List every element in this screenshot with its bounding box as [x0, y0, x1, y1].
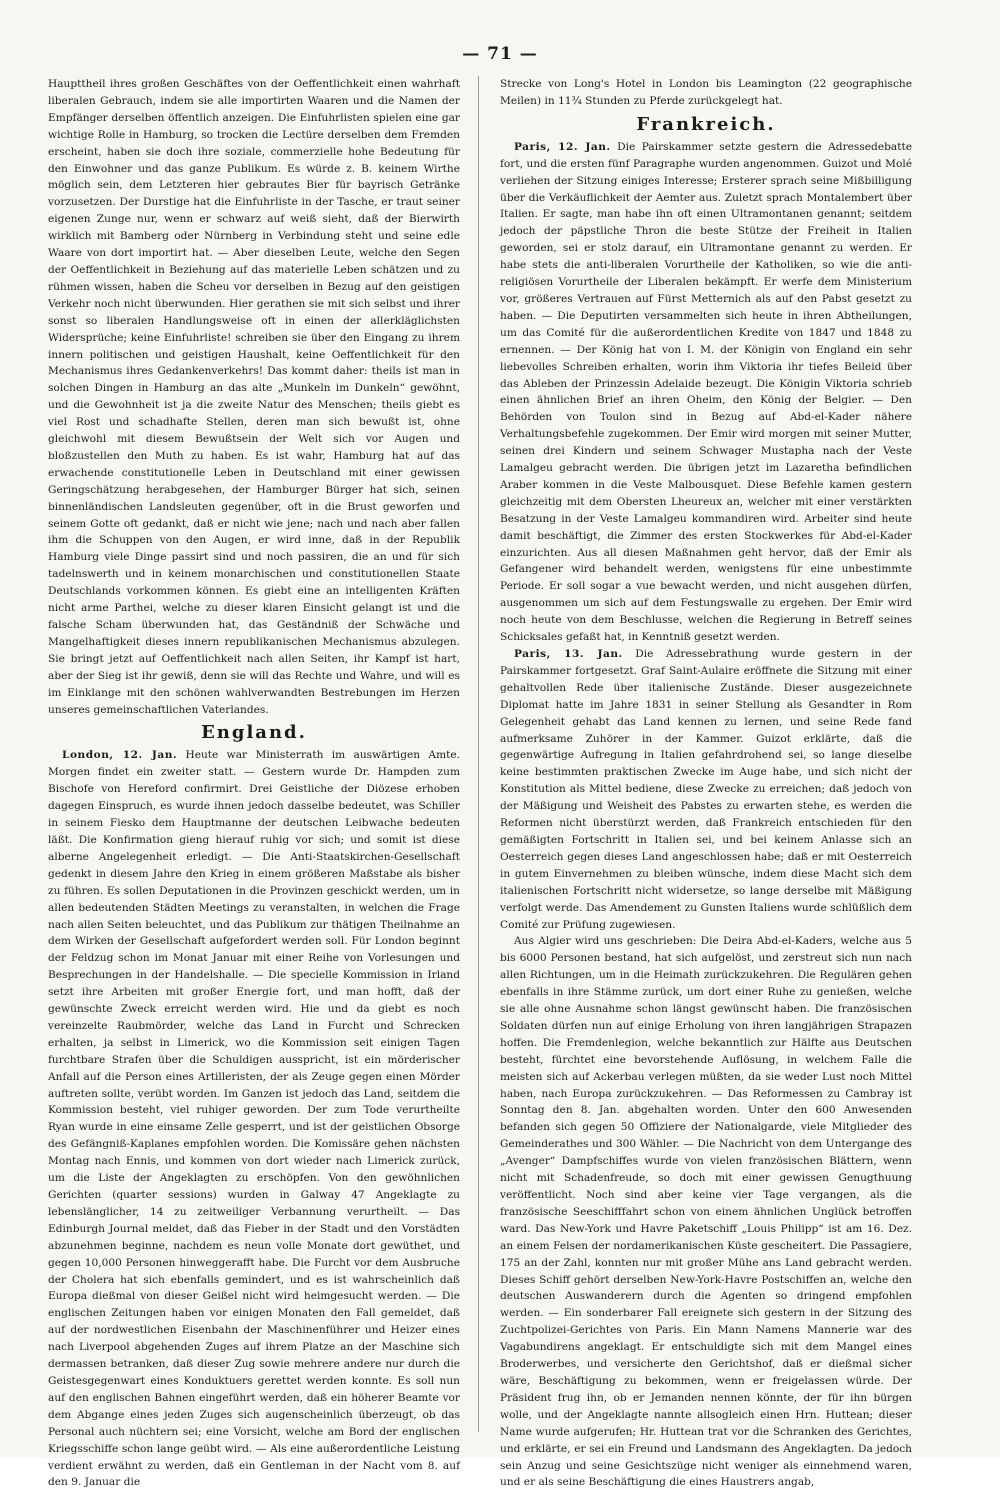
page-number: — 71 —	[462, 44, 538, 64]
right-column	[500, 76, 912, 1489]
dateline-paris-12: Paris, 12. Jan.	[514, 140, 611, 153]
algier-article-paragraph: Aus Algier wird uns geschrieben: Die Deira Abd-el-Kaders, welche aus 5 bis 6000 Personen bestand, hat sich aufgelöst, und zerstreut sich nun nach allen Richtungen, um in die Heimath zurückzukehren. Die Regulären gehen ebenfalls in ihre Stämme zurück, um dort einer Ruhe zu genießen, welche sie alle ohne Ausnahme schon längst gewünscht haben. Die französischen Soldaten dürfen nun auf einige Erholung von ihren langjährigen Strapazen hoffen. Die Fremdenlegion, welche bekanntlich zur Hälfte aus Deutschen besteht, fürchtet eine bevorstehende Auflösung, in welchem Falle die meisten sich auf Ackerbau verlegen müßten, da sie weder Lust noch Mittel haben, nach Europa zurückzukehren. — Das Reformessen zu Cambray ist Sonntag den 8. Jan. abgehalten worden. Unter den 600 Anwesenden befanden sich gegen 50 Offiziere der Nationalgarde, viele Mitglieder des Gemeinderathes und 300 Wähler. — Die Nachricht von dem Untergange des „Avenger“ Dampfschiffes wurde von vielen französischen Blättern, wenn nicht mit Schadenfreude, so doch mit einer gewissen Genugthuung veröffentlicht. Noch sind aber keine vier Tage vergangen, als die französische Seeschifffahrt schon von einem ähnlichen Unglück betroffen ward. Das New-York und Havre Paketschiff „Louis Philipp“ ist am 16. Dez. an einem Felsen der nordamerikanischen Küste gescheitert. Die Passagiere, 175 an der Zahl, konnten nur mit großer Mühe ans Land gebracht werden. Dieses Schiff gehört derselben New-York-Havre Postschiffen an, welche den deutschen Auswanderern durch die Agenten so dringend empfohlen werden. — Ein sonderbarer Fall ereignete sich gestern in der Sitzung des Zuchtpolizei-Gerichtes von Paris. Ein Mann Namens Mannerie war des Vagabundirens angeklagt. Er entschuldigte sich mit dem Mangel eines Broderwerbes, und versicherte den Gerichtshof, daß er dießmal sicher wäre, Beschäftigung zu bekommen, wenn er freigelassen würde. Der Präsident frug ihn, ob er Jemanden nennen könnte, der für ihn bürgen wolle, und der Angeklagte nannte allsogleich einen Hrn. Huttean; dieser Name wurde aufgerufen; Hr. Huttean trat vor die Schranken des Gerichtes, und erklärte, er sei ein Freund und Landsmann des Angeklagten. Da jedoch sein Anzug und seine Gesichtszüge nicht weniger als einnehmend waren, und er als seine Beschäftigung die eines Haustrers angab,	[500, 935, 912, 1489]
section-heading-england: England.	[201, 722, 307, 744]
paris-13-article-text: Die Adressebrathung wurde gestern in der Pairskammer fortgesetzt. Graf Saint-Aulaire eröffnete die Sitzung mit einer gehaltvollen Rede über italienische Zustände. Dieser ausgezeichnete Diplomat hatte im Jahre 1831 in seiner Stellung als Gesandter in Rom Gelegenheit gehabt das Land kennen zu lernen, und seine Rede fand aufmerksame Zuhörer in der Kammer. Guizot erklärte, daß die gegenwärtige Aufregung in Italien gefahrdrohend sei, so lange dieselbe keine bestimmten praktischen Zwecke im Auge habe, und sich nicht der Konstitution als Mittel bediene, diese Zwecke zu erreichen; daß jedoch von der Mäßigung und Weisheit des Pabstes zu erwarten stehe, es werden die Reformen nicht überstürzt werden, daß Frankreich entschieden für den gemäßigten Fortschritt in Italien sei, und bei keinem Anlasse sich an Oesterreich gegen dieses Land angeschlossen habe; daß er mit Oesterreich in gutem Einvernehmen zu bleiben wünsche, indem diese Macht sich dem italienischen Fortschritt nicht widersetze, so lange derselbe mit Mäßigung verfolgt werde. Das Amendement zu Gunsten Italiens wurde schlüßlich dem Comité zur Prüfung zugewiesen.	[500, 648, 912, 931]
england-continuation-paragraph: Strecke von Long's Hotel in London bis Leamington (22 geographische Meilen) in 11¾ Stunden zu Pferde zurückgelegt hat.	[500, 78, 912, 107]
london-article-text: Heute war Ministerrath im auswärtigen Amte. Morgen findet ein zweiter statt. — Gestern wurde Dr. Hampden zum Bischofe von Hereford confirmirt. Drei Geistliche der Diözese erhoben dagegen Einspruch, es wurde ihnen jedoch dasselbe bedeutet, was Schiller in seinem Fiesko dem Hauptmanne der deutschen Leibwache bedeuten läßt. Die Konfirmation gieng hierauf ruhig vor sich; und somit ist diese alberne Angelegenheit erledigt. — Die Anti-Staatskirchen-Gesellschaft gedenkt in diesem Jahre den Krieg in einem größeren Maßstabe als bisher zu führen. Es sollen Deputationen in die Provinzen geschickt werden, um in allen bedeutenden Städten Meetings zu veranstalten, in welchen die Frage nach allen Seiten beleuchtet, und das Publikum zur thätigen Theilnahme an dem Wirken der Gesellschaft aufgefordert werden soll. Für London beginnt der Feldzug schon im Monat Januar mit einer Reihe von Vorlesungen und Besprechungen in der Handelshalle. — Die specielle Kommission in Irland setzt ihre Arbeiten mit großer Energie fort, und man hofft, daß der gewünschte Zweck erreicht werden wird. Hie und da giebt es noch vereinzelte Raubmörder, welche das Land in Furcht und Schrecken erhalten, ja selbst in Limerick, wo die Kommission seit einigen Tagen furchtbare Strafen über die Schuldigen ausspricht, ist ein mörderischer Anfall auf die Person eines Artilleristen, der als Zeuge gegen einen Mörder auftreten sollte, verübt worden. Im Ganzen ist jedoch das Land, seitdem die Kommission besteht, viel ruhiger geworden. Der zum Tode verurtheilte Ryan wurde in eine einsame Zelle gesperrt, und ist der geistlichen Obsorge des Gefängniß-Kaplanes empfohlen worden. Die Komissäre gehen nächsten Montag nach Ennis, und kommen von dort wieder nach Limerick zurück, um die Liste der Angeklagten zu erschöpfen. Von den gewöhnlichen Gerichten (quarter sessions) wurden in Galway 47 Angeklagte zu lebenslänglicher, 14 zu zeitweiliger Verbannung verurtheilt. — Das Edinburgh Journal meldet, daß das Fieber in der Stadt und den Vorstädten abzunehmen beginne, nachdem es neun volle Monate dort gewüthet, und gegen 10,000 Personen hinweggerafft habe. Die Furcht vor dem Ausbruche der Cholera hat sich ebenfalls gemindert, und es ist wahrscheinlich daß Europa dießmal von dieser Geißel nicht wird heimgesucht werden. — Die englischen Zeitungen haben vor einigen Monaten den Fall gemeldet, daß auf der nordwestlichen Eisenbahn der Maschinenführer und Heizer eines nach Liverpool abgehenden Zuges auf ihrem Platze an der Maschine sich dermassen betranken, daß dieser Zug sowie mehrere andere nur durch die Geistesgegenwart eines Konduktuers gerettet werden konnte. Es soll nun auf den englischen Bahnen eingeführt werden, daß ein höherer Beamte vor dem Abgange eines jeden Zuges sich augenscheinlich überzeugt, ob das Personal auch nüchtern sei; eine Vorsicht, welche am Bord der englischen Kriegsschiffe schon lange geübt wird. — Als eine außerordentliche Leistung verdient erwähnt zu werden, daß ein Gentleman in der Nacht vom 8. auf den 9. Januar die	[48, 749, 461, 1489]
column-divider	[478, 76, 479, 1432]
section-heading-france: Frankreich.	[636, 113, 776, 135]
left-column	[48, 76, 461, 1489]
hamburg-article-paragraph: Haupttheil ihres großen Geschäftes von der Oeffentlichkeit einen wahrhaft liberalen Gebrauch, indem sie alle importirten Waaren und die Namen der Empfänger derselben öffentlich anzeigen. Die Einfuhrlisten spielen eine gar wichtige Rolle in Hamburg, so trocken die Lectüre derselben dem Fremden erscheint, haben sie doch ihre soziale, commerzielle hohe Bedeutung für den Einwohner und das ganze Publikum. Es würde z. B. keinem Wirthe möglich sein, dem Letzteren hier gebrautes Bier für bayrisch Getränke vorzusetzen. Der Durstige hat die Einfuhrliste in der Tasche, er traut seiner eigenen Zunge nur, wenn er schwarz auf weiß sieht, daß der Bierwirth wirklich mit Bamberg oder Nürnberg in Verbindung steht und seine edle Waare von dort importirt hat. — Aber dieselben Leute, welche den Segen der Oeffentlichkeit in Beziehung auf das materielle Leben schätzen und zu rühmen wissen, haben die Scheu vor derselben in Bezug auf den geistigen Verkehr noch nicht überwunden. Hier gerathen sie mit sich selbst und ihrer sonst so liberalen Handlungsweise oft in einen der allerkläglichsten Widersprüche; keine Einfuhrliste! schreiben sie über den Eingang zu ihrem innern politischen und geistigen Haushalt, keine Oeffentlichkeit für den Mechanismus ihres Gedankenverkehrs! Das kommt daher: theils ist man in solchen Dingen in Hamburg an das alte „Munkeln im Dunkeln“ gewöhnt, und die Gewohnheit ist ja die zweite Natur des Menschen; theils giebt es viel Rost und schadhafte Stellen, deren man sich bewußt ist, ohne gleichwohl mit diesem Bewußtsein der Welt sich vor Augen und bloßzustellen den Muth zu haben. Es ist wahr, Hamburg hat auf das erwachende constitutionelle Leben in Deutschland mit einer gewissen Geringschätzung herabgesehen, der Hamburger Bürger hat sich, seinen binnenländischen Landsleuten gegenüber, oft in die Brust geworfen und seinem Gotte oft gedankt, daß er nicht wie jene; nach und nach aber fallen ihm die Schuppen von den Augen, er wird inne, daß in der Republik Hamburg viele Dinge passirt sind und noch passiren, die an und für sich tadelnswerth und in keinem monarchischen und constitutionellen Staate Deutschlands vorkommen können. Es giebt eine an intelligenten Kräften nicht arme Parthei, welche zu dieser klaren Einsicht gelangt ist und die falsche Scham überwunden hat, das Geständniß der Schwäche und Mangelhaftigkeit dieses innern republikanischen Mechanismus abzulegen. Sie bringt jetzt auf Oeffentlichkeit nach allen Seiten, ihr Kampf ist hart, aber der Sieg ist ihr gewiß, denn sie will das Rechte und Wahre, und will es im Einklange mit den schönen wahlverwandten Bestrebungen im Herzen unseres gemeinschaftlichen Vaterlandes.	[48, 78, 460, 716]
london-article-paragraph	[48, 747, 460, 1491]
dateline-london: London, 12. Jan.	[62, 749, 178, 762]
paris-13-article-paragraph	[500, 646, 912, 933]
dateline-paris-13: Paris, 13. Jan.	[514, 648, 623, 660]
paris-12-article-text: Die Pairskammer setzte gestern die Adressedebatte fort, und die ersten fünf Paragraphe wurden angenommen. Guizot und Molé verliehen der Sitzung einiges Interesse; Ersterer sprach seine Mißbilligung über die Verkäuflichkeit der Aemter aus. Zuletzt sprach Montalembert über Italien. Er sagte, man habe ihn oft einen Ultramontanen genannt; seitdem jedoch der päpstliche Thron die beste Stütze der Freiheit in Italien geworden, sei er stolz darauf, ein Ultramontane genannt zu werden. Er habe stets die anti-liberalen Vorurtheile der Katholiken, so wie die anti-religiösen Vorurtheile der Liberalen bekämpft. Er werfe dem Ministerium vor, größeres Vertrauen auf Fürst Metternich als auf den Pabst gesetzt zu haben. — Die Deputirten versammelten sich heute in ihren Abtheilungen, um das Comité für die außerordentlichen Kredite von 1847 und 1848 zu ernennen. — Der König hat von I. M. der Königin von England ein sehr liebevolles Schreiben erhalten, worin ihm Viktoria ihr tiefes Beileid über das Ableben der Prinzessin Adelaide bezeugt. Die Königin Viktoria schrieb einen ähnlichen Brief an ihren Oheim, den König der Belgier. — Den Behörden von Toulon sind in Bezug auf Abd-el-Kader nähere Verhaltungsbefehle zugekommen. Der Emir wird morgen mit seiner Mutter, seinen drei Kindern und seinem Schwager Mustapha nach der Veste Lamalgeu gebracht werden. Die übrigen jetzt im Lazaretha befindlichen Araber kommen in die Veste Malbousquet. Diese Befehle kamen gestern gleichzeitig mit dem Obersten Lheureux an, welcher mit einer verstärkten Besatzung in der Veste Lamalgeu kommandiren wird. Arbeiter sind heute damit beschäftigt, die Zimmer des ersten Stockwerkes für Abd-el-Kader einzurichten. Aus all diesen Maßnahmen geht hervor, daß der Emir als Gefangener wird behandelt werden, wenigstens für eine unbestimmte Periode. Er soll sogar a vue bewacht werden, und nicht ausgehen dürfen, ausgenommen um sich auf dem Festungswalle zu ergehen. Der Emir wird noch heute von dem Beschlusse, welchen die Regierung in Betreff seines Schicksales gefaßt hat, in Kenntniß gesetzt werden.	[500, 140, 912, 644]
paris-12-article-paragraph	[500, 139, 912, 646]
